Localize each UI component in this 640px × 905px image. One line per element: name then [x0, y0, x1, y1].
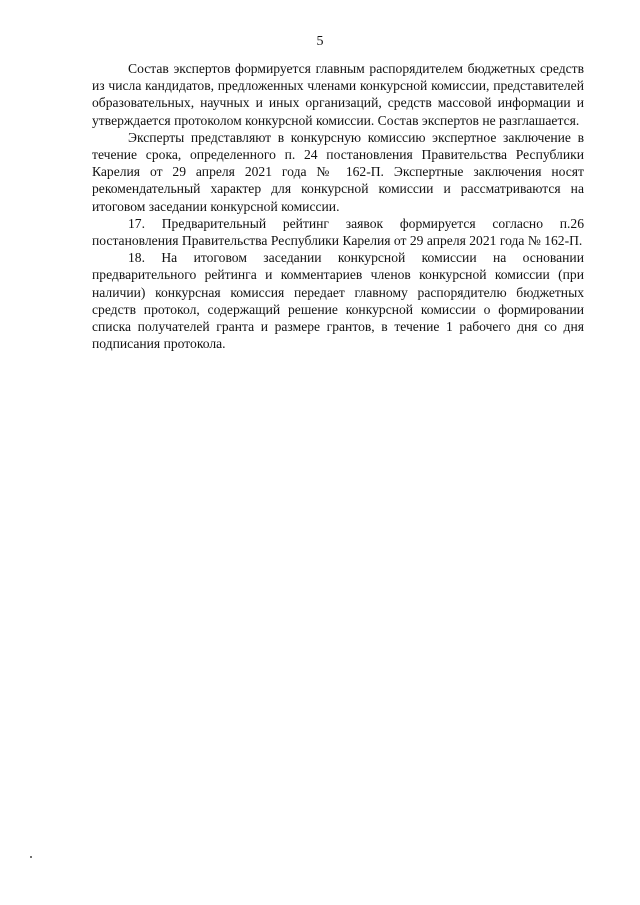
scan-speck: [30, 856, 32, 858]
page-number: 5: [316, 34, 324, 49]
paragraph-experts-composition: Состав экспертов формируется главным распорядителем бюджетных средств из числа кандидатов, предложенных членами конкурсной комиссии, представителей образовательных, научных и иных организаций, средств массовой информации и утверждается протоколом конкурсной комиссии. Состав экспертов не разглашается.: [92, 61, 584, 128]
paragraph-18-final-meeting: 18. На итоговом заседании конкурсной комиссии на основании предварительного рейтинга и комментариев членов конкурсной комиссии (при наличии) конкурсная комиссия передает главному распорядителю бюджетных средств протокол, содержащий решение конкурсной комиссии о формировании списка получателей гранта и размере грантов, в течение 1 рабочего дня со дня подписания протокола.: [92, 250, 584, 352]
paragraph-17-preliminary-rating: 17. Предварительный рейтинг заявок формируется согласно п.26 постановления Правительства Республики Карелия от 29 апреля 2021 года № 162-П.: [92, 215, 584, 249]
paragraph-expert-conclusion: Эксперты представляют в конкурсную комиссию экспертное заключение в течение срока, определенного п. 24 постановления Правительства Республики Карелия от 29 апреля 2021 года № 162-П. Экспертные заключения носят рекомендательный характер для конкурсной комиссии и рассматриваются на итоговом заседании конкурсной комиссии.: [92, 129, 584, 214]
document-body: [92, 60, 584, 352]
